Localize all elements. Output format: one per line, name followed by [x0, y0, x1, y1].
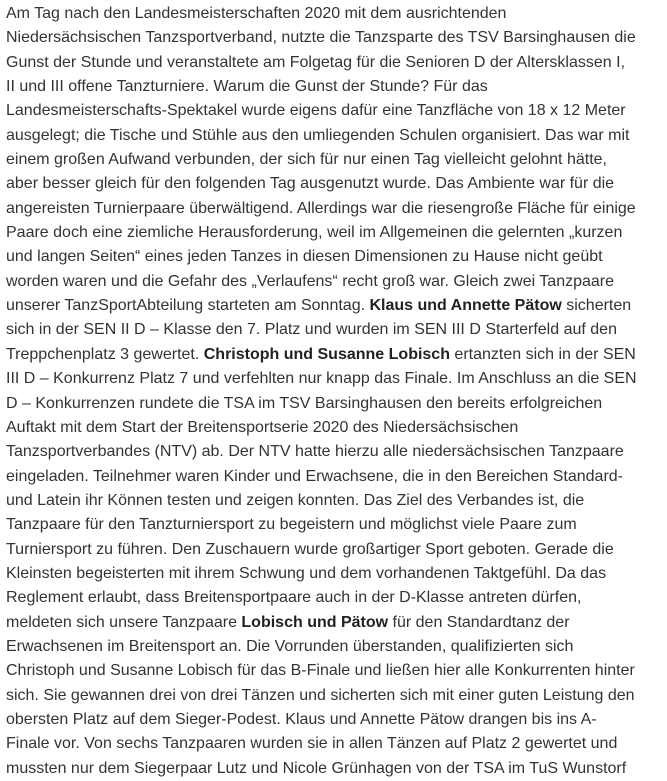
text-segment: eingeladen. Teilnehmer waren Kinder und Erwachsene, die in den Bereichen Standard- [6, 467, 623, 485]
text-line [6, 465, 664, 489]
text-segment: Am Tag nach den Landesmeisterschaften 2020 mit dem ausrichtenden [6, 5, 507, 22]
text-line [6, 99, 664, 123]
text-segment: Christoph und Susanne Lobisch für das B-Finale und ließen hier alle Konkurrenten hinter [6, 662, 635, 680]
text-line [6, 586, 664, 610]
text-line [6, 148, 664, 172]
text-line [6, 489, 664, 513]
text-line [6, 757, 664, 781]
text-segment: meldeten sich unsere Tanzpaare [6, 613, 242, 631]
text-line [6, 2, 664, 26]
text-segment: Tanzsportverbandes (NTV) ab. Der NTV hatte hierzu alle niedersächsischen Tanzpaare [6, 443, 624, 461]
text-segment: obersten Platz auf dem Sieger-Podest. Klaus und Annette Pätow drangen bis ins A- [6, 710, 597, 728]
text-line [6, 513, 664, 537]
text-segment: Turniersport zu führen. Den Zuschauern wurde großartiger Sport geboten. Gerade die [6, 540, 614, 558]
text-line [6, 51, 664, 75]
text-segment: Reglement erlaubt, dass Breitensportpaare auch in der D-Klasse antreten dürfen, [6, 589, 582, 607]
article-body [6, 2, 664, 781]
text-line [6, 124, 664, 148]
text-line [6, 635, 664, 659]
text-segment: und Latein ihr Können testen und zeigen konnten. Das Ziel des Verbandes ist, die [6, 491, 585, 509]
text-line [6, 659, 664, 683]
text-line [6, 294, 664, 318]
text-line [6, 684, 664, 708]
text-segment: Gunst der Stunde und veranstaltete am Folgetag für die Senioren D der Altersklassen I, [6, 53, 626, 71]
text-segment: II und III offene Tanzturniere. Warum die Gunst der Stunde? Für das [6, 78, 488, 96]
text-line [6, 562, 664, 586]
text-line [6, 221, 664, 245]
text-line [6, 538, 664, 562]
text-line [6, 440, 664, 464]
text-segment: Finale vor. Von sechs Tanzpaaren wurden sie in allen Tänzen auf Platz 2 gewertet und [6, 735, 618, 753]
text-segment: aber besser gleich für den folgenden Tag ausgenutzt wurde. Das Ambiente war für die [6, 175, 615, 193]
text-segment: angereisten Turnierpaare überwältigend. Allerdings war die riesengroße Fläche für einige [6, 199, 636, 217]
text-segment: mussten nur dem Siegerpaar Lutz und Nicole Grünhagen von der TSA im TuS Wunstorf [6, 759, 627, 777]
text-segment: D – Konkurrenzen rundete die TSA im TSV Barsinghausen den bereits erfolgreichen [6, 394, 603, 412]
text-segment: Niedersächsischen Tanzsportverband, nutzte die Tanzsparte des TSV Barsinghausen die [6, 29, 636, 47]
text-segment: und langen Seiten“ eines jeden Tanzes in diesen Dimensionen zu Hause nicht geübt [6, 248, 603, 266]
text-line [6, 611, 664, 635]
text-segment: ertanzten sich in der SEN [449, 345, 636, 363]
text-line [6, 26, 664, 50]
text-segment: Paare doch eine ziemliche Herausforderung, weil im Allgemeinen die gelernten „kurzen [6, 224, 623, 242]
text-line [6, 245, 664, 269]
text-segment: ausgelegt; die Tische und Stühle aus den umliegenden Schulen organisiert. Das war mit [6, 126, 630, 144]
text-line [6, 732, 664, 756]
text-line [6, 318, 664, 342]
bold-name-text: Klaus und Annette Pätow [369, 297, 562, 315]
text-segment: für den Standardtanz der [388, 613, 570, 631]
text-segment: einem großen Aufwand verbunden, der sich für nur einen Tag vielleicht gelohnt hätte, [6, 151, 607, 169]
text-line [6, 367, 664, 391]
bold-name-text: Christoph und Susanne Lobisch [203, 345, 450, 363]
bold-name-text: Lobisch und Pätow [241, 613, 389, 631]
text-segment: sich. Sie gewannen drei von drei Tänzen und sicherten sich mit einer guten Leistung den [6, 686, 635, 704]
text-segment: sicherten [561, 297, 632, 315]
text-segment: worden waren und die Gefahr des „Verlaufens“ recht groß war. Gleich zwei Tanzpaare [6, 272, 615, 290]
text-line [6, 172, 664, 196]
text-line [6, 75, 664, 99]
text-line [6, 270, 664, 294]
text-segment: sich in der SEN II D – Klasse den 7. Platz und wurden im SEN III D Starterfeld auf den [6, 321, 617, 339]
text-segment: III D – Konkurrenz Platz 7 und verfehlten nur knapp das Finale. Im Anschluss an die SEN [6, 370, 637, 388]
text-segment: Erwachsenen im Breitensport an. Die Vorrunden überstanden, qualifizierten sich [6, 637, 574, 655]
text-segment: Treppchenplatz 3 gewertet. [6, 345, 204, 363]
text-line [6, 708, 664, 732]
text-line [6, 197, 664, 221]
text-line [6, 343, 664, 367]
text-segment: unserer TanzSportAbteilung starteten am Sonntag. [6, 297, 370, 315]
text-segment: Kleinsten begeisterten mit ihrem Schwung und dem vorhandenen Taktgefühl. Da das [6, 564, 607, 582]
text-segment: Tanzpaare für den Tanzturniersport zu begeistern und möglichst viele Paare zum [6, 516, 577, 534]
text-segment: Auftakt mit dem Start der Breitensportserie 2020 des Niedersächsischen [6, 418, 519, 436]
text-line [6, 392, 664, 416]
text-line [6, 416, 664, 440]
text-segment: Landesmeisterschafts-Spektakel wurde eigens dafür eine Tanzfläche von 18 x 12 Meter [6, 102, 626, 120]
